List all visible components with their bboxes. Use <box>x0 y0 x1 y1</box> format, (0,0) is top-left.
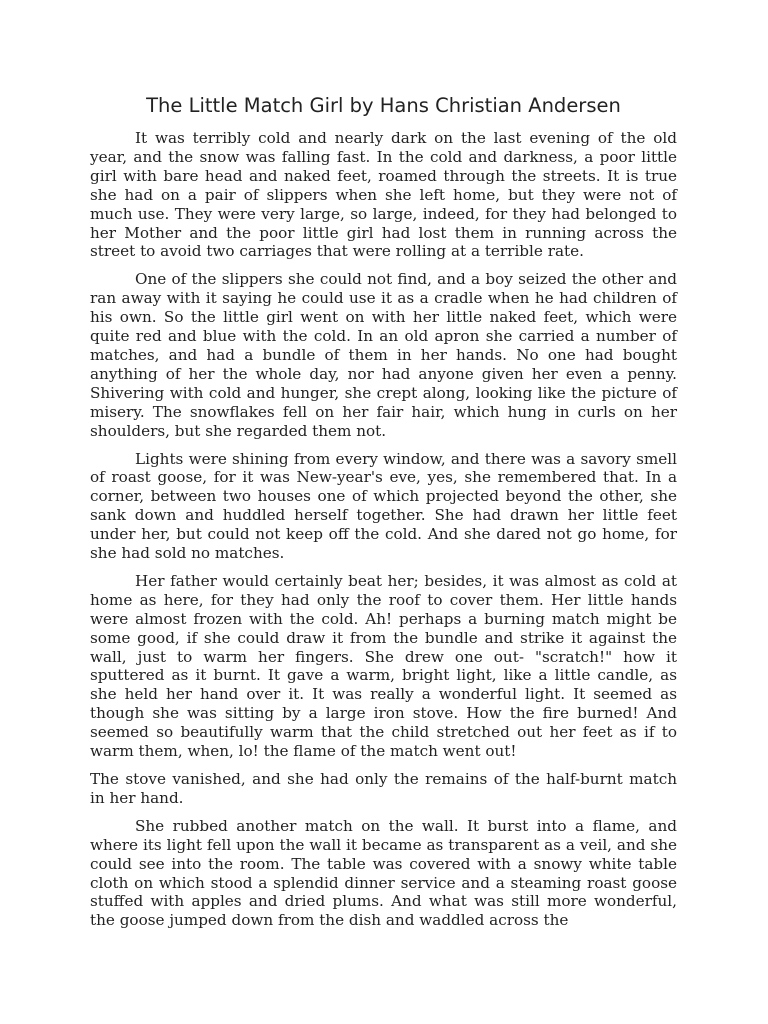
paragraph-5: The stove vanished, and she had only the remains of the half-burnt match in her hand. <box>90 770 677 807</box>
paragraph-6: She rubbed another match on the wall. It burst into a flame, and where its light fell upon the wall it became as transparent as a veil, and she could see into the room. The table was covered with a snowy white table cloth on which stood a splendid dinner service and a steaming roast goose stuffed with apples and dried plums. And what was still more wonderful, the goose jumped down from the dish and waddled across the <box>90 816 677 930</box>
paragraph-2: One of the slippers she could not find, and a boy seized the other and ran away with it saying he could use it as a cradle when he had children of his own. So the little girl went on with her little naked feet, which were quite red and blue with the cold. In an old apron she carried a number of matches, and had a bundle of them in her hands. No one had bought anything of her the whole day, nor had anyone given her even a penny. Shivering with cold and hunger, she crept along, looking like the picture of misery. The snowflakes fell on her fair hair, which hung in curls on her shoulders, but she regarded them not. <box>90 270 677 440</box>
document-page <box>90 90 677 939</box>
paragraph-1: It was terribly cold and nearly dark on the last evening of the old year, and the snow was falling fast. In the cold and darkness, a poor little girl with bare head and naked feet, roamed through the streets. It is true she had on a pair of slippers when she left home, but they were not of much use. They were very large, so large, indeed, for they had belonged to her Mother and the poor little girl had lost them in running across the street to avoid two carriages that were rolling at a terrible rate. <box>90 129 677 261</box>
paragraph-3: Lights were shining from every window, and there was a savory smell of roast goose, for it was New-year's eve, yes, she remembered that. In a corner, between two houses one of which projected beyond the other, she sank down and huddled herself together. She had drawn her little feet under her, but could not keep off the cold. And she dared not go home, for she had sold no matches. <box>90 449 677 563</box>
document-title: The Little Match Girl by Hans Christian Andersen <box>146 94 621 117</box>
paragraph-4: Her father would certainly beat her; besides, it was almost as cold at home as here, for they had only the roof to cover them. Her little hands were almost frozen with the cold. Ah! perhaps a burning match might be some good, if she could draw it from the bundle and strike it against the wall, just to warm her fingers. She drew one out- "scratch!" how it sputtered as it burnt. It gave a warm, bright light, like a little candle, as she held her hand over it. It was really a wonderful light. It seemed as though she was sitting by a large iron stove. How the fire burned! And seemed so beautifully warm that the child stretched out her feet as if to warm them, when, lo! the flame of the match went out! <box>90 571 677 761</box>
